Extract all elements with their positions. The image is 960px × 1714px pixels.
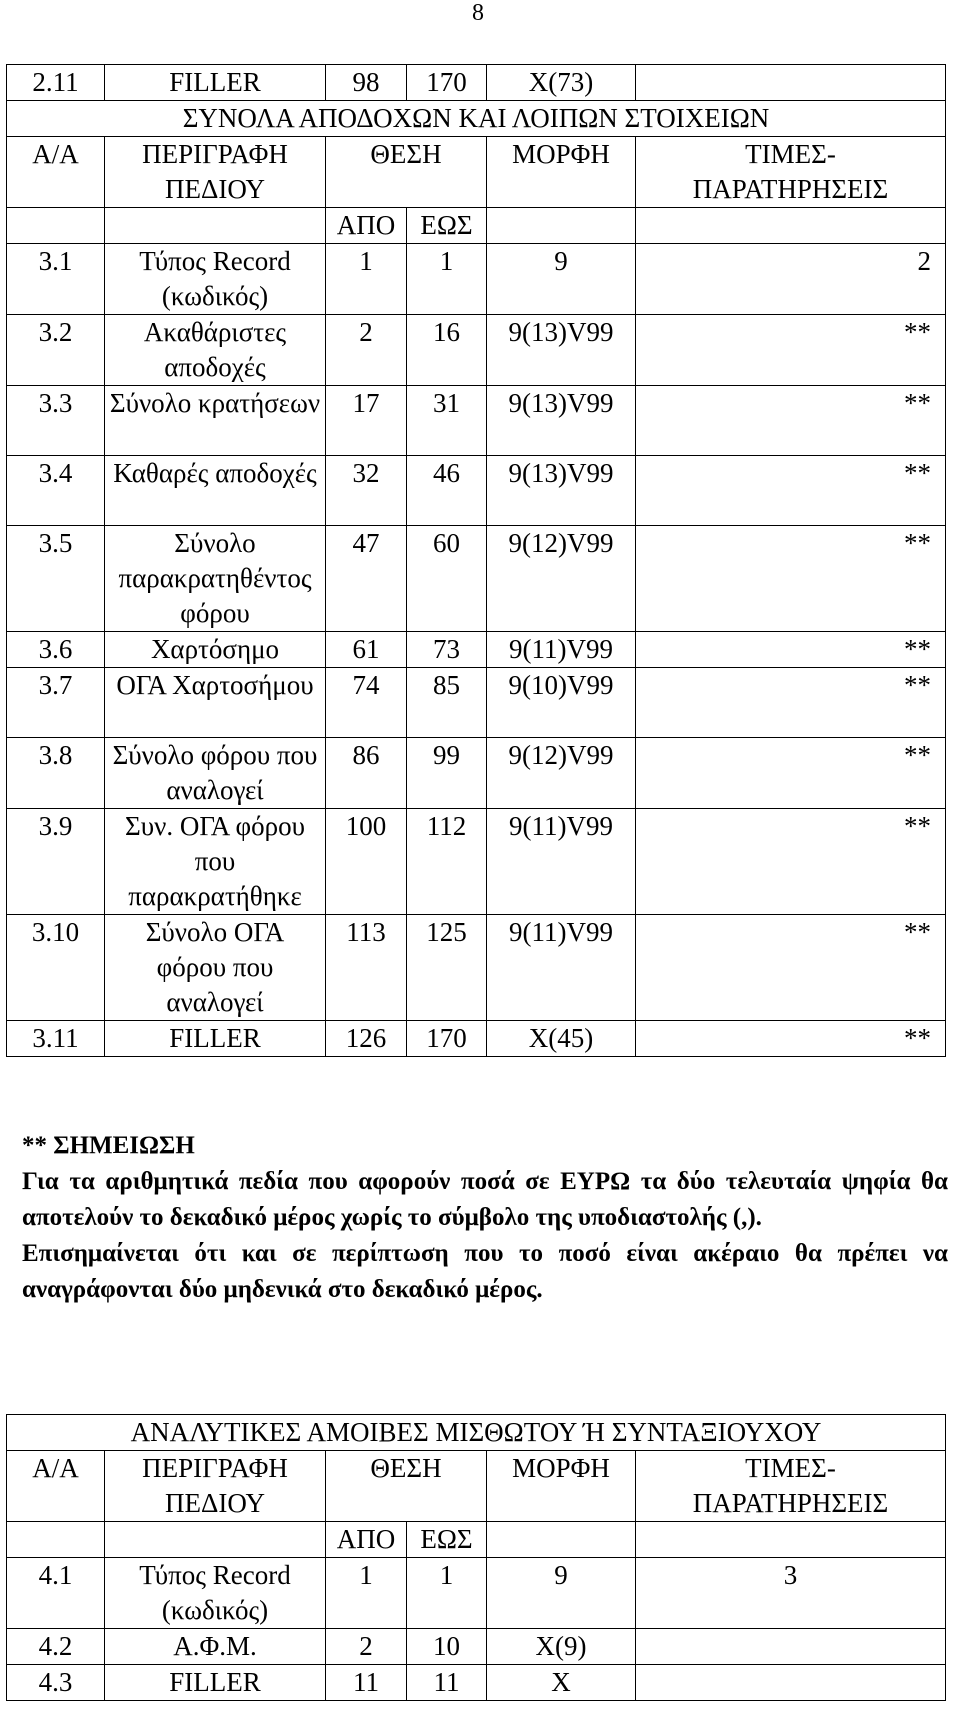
header-values: ΤΙΜΕΣ-ΠΑΡΑΤΗΡΗΣΕΙΣ bbox=[636, 1451, 946, 1522]
header-position: ΘΕΣΗ bbox=[326, 137, 487, 208]
row-from: 61 bbox=[326, 632, 407, 668]
row-aa: 4.3 bbox=[7, 1665, 105, 1701]
row-value: ** bbox=[636, 668, 946, 738]
table-row bbox=[7, 386, 946, 456]
row-format: 9(11)V99 bbox=[487, 632, 636, 668]
header-aa: Α/Α bbox=[7, 137, 105, 208]
header-row bbox=[7, 1451, 946, 1522]
row-description: Τύπος Record (κωδικός) bbox=[105, 244, 326, 315]
row-description: FILLER bbox=[105, 65, 326, 101]
row-to: 11 bbox=[407, 1665, 487, 1701]
row-from: 1 bbox=[326, 1558, 407, 1629]
note-block bbox=[22, 1128, 948, 1308]
row-from: 17 bbox=[326, 386, 407, 456]
row-description: ΟΓΑ Χαρτοσήμου bbox=[105, 668, 326, 738]
row-to: 1 bbox=[407, 1558, 487, 1629]
totals-table bbox=[6, 64, 946, 1057]
table-row bbox=[7, 632, 946, 668]
note-paragraph: Για τα αριθμητικά πεδία που αφορούν ποσά σε ΕΥΡΩ τα δύο τελευταία ψηφία θα αποτελούν το δεκαδικό μέρος χωρίς το σύμβολο της υποδιαστολής (,). bbox=[22, 1168, 948, 1231]
row-from: 1 bbox=[326, 244, 407, 315]
row-from: 74 bbox=[326, 668, 407, 738]
row-value: ** bbox=[636, 315, 946, 386]
table-row bbox=[7, 315, 946, 386]
row-aa: 3.7 bbox=[7, 668, 105, 738]
row-description: FILLER bbox=[105, 1021, 326, 1057]
row-to: 10 bbox=[407, 1629, 487, 1665]
row-format: 9(13)V99 bbox=[487, 315, 636, 386]
row-aa: 3.2 bbox=[7, 315, 105, 386]
row-format: X(45) bbox=[487, 1021, 636, 1057]
row-aa: 3.10 bbox=[7, 915, 105, 1021]
row-value bbox=[636, 1629, 946, 1665]
row-aa: 3.9 bbox=[7, 809, 105, 915]
row-to: 170 bbox=[407, 1021, 487, 1057]
header-values: ΤΙΜΕΣ-ΠΑΡΑΤΗΡΗΣΕΙΣ bbox=[636, 137, 946, 208]
row-format: 9(11)V99 bbox=[487, 915, 636, 1021]
detailed-payments-table bbox=[6, 1414, 946, 1701]
header-description: ΠΕΡΙΓΡΑΦΗ ΠΕΔΙΟΥ bbox=[105, 137, 326, 208]
table-row bbox=[7, 1665, 946, 1701]
row-description: FILLER bbox=[105, 1665, 326, 1701]
row-from: 11 bbox=[326, 1665, 407, 1701]
row-format: 9 bbox=[487, 244, 636, 315]
row-from: 2 bbox=[326, 1629, 407, 1665]
row-format: 9(12)V99 bbox=[487, 526, 636, 632]
row-to: 46 bbox=[407, 456, 487, 526]
row-value: ** bbox=[636, 632, 946, 668]
row-description: Σύνολο κρατήσεων bbox=[105, 386, 326, 456]
row-value: 2 bbox=[636, 244, 946, 315]
row-from: 100 bbox=[326, 809, 407, 915]
row-format: 9(10)V99 bbox=[487, 668, 636, 738]
table-row bbox=[7, 1629, 946, 1665]
table-row bbox=[7, 244, 946, 315]
row-value: ** bbox=[636, 456, 946, 526]
header-from: ΑΠΟ bbox=[326, 208, 407, 244]
row-aa: 4.1 bbox=[7, 1558, 105, 1629]
row-value: ** bbox=[636, 526, 946, 632]
header-to: ΕΩΣ bbox=[407, 208, 487, 244]
row-format: 9 bbox=[487, 1558, 636, 1629]
table-row bbox=[7, 456, 946, 526]
row-aa: 3.8 bbox=[7, 738, 105, 809]
row-to: 73 bbox=[407, 632, 487, 668]
row-format: 9(13)V99 bbox=[487, 386, 636, 456]
row-to: 16 bbox=[407, 315, 487, 386]
page-number: 8 bbox=[472, 0, 484, 26]
row-value: 3 bbox=[636, 1558, 946, 1629]
row-from: 113 bbox=[326, 915, 407, 1021]
table-row bbox=[7, 668, 946, 738]
row-value: ** bbox=[636, 738, 946, 809]
table-row bbox=[7, 1021, 946, 1057]
filler-row bbox=[7, 65, 946, 101]
row-format: 9(13)V99 bbox=[487, 456, 636, 526]
row-from: 86 bbox=[326, 738, 407, 809]
row-description: Σύνολο παρακρατηθέντος φόρου bbox=[105, 526, 326, 632]
row-aa: 3.4 bbox=[7, 456, 105, 526]
header-to: ΕΩΣ bbox=[407, 1522, 487, 1558]
subheader-row bbox=[7, 208, 946, 244]
header-aa: Α/Α bbox=[7, 1451, 105, 1522]
row-to: 31 bbox=[407, 386, 487, 456]
row-aa: 3.1 bbox=[7, 244, 105, 315]
row-aa: 2.11 bbox=[7, 65, 105, 101]
row-from: 126 bbox=[326, 1021, 407, 1057]
row-aa: 3.6 bbox=[7, 632, 105, 668]
row-value: ** bbox=[636, 1021, 946, 1057]
row-format: X(73) bbox=[487, 65, 636, 101]
row-description: Καθαρές αποδοχές bbox=[105, 456, 326, 526]
row-description: Α.Φ.Μ. bbox=[105, 1629, 326, 1665]
row-to: 112 bbox=[407, 809, 487, 915]
row-description: Τύπος Record (κωδικός) bbox=[105, 1558, 326, 1629]
table-row bbox=[7, 1558, 946, 1629]
header-position: ΘΕΣΗ bbox=[326, 1451, 487, 1522]
row-format: 9(12)V99 bbox=[487, 738, 636, 809]
header-from: ΑΠΟ bbox=[326, 1522, 407, 1558]
row-description: Σύνολο ΟΓΑ φόρου που αναλογεί bbox=[105, 915, 326, 1021]
row-description: Συν. ΟΓΑ φόρου που παρακρατήθηκε bbox=[105, 809, 326, 915]
row-aa: 3.11 bbox=[7, 1021, 105, 1057]
table-row bbox=[7, 915, 946, 1021]
header-format: ΜΟΡΦΗ bbox=[487, 137, 636, 208]
row-aa: 3.5 bbox=[7, 526, 105, 632]
row-to: 60 bbox=[407, 526, 487, 632]
row-to: 1 bbox=[407, 244, 487, 315]
row-from: 47 bbox=[326, 526, 407, 632]
row-description: Σύνολο φόρου που αναλογεί bbox=[105, 738, 326, 809]
note-title: ** ΣΗΜΕΙΩΣΗ bbox=[22, 1132, 195, 1159]
row-value bbox=[636, 65, 946, 101]
row-to: 170 bbox=[407, 65, 487, 101]
row-from: 98 bbox=[326, 65, 407, 101]
table-title: ΑΝΑΛΥΤΙΚΕΣ ΑΜΟΙΒΕΣ ΜΙΣΘΩΤΟΥ Ή ΣΥΝΤΑΞΙΟΥΧΟΥ bbox=[7, 1415, 946, 1451]
row-description: Ακαθάριστες αποδοχές bbox=[105, 315, 326, 386]
row-format: X bbox=[487, 1665, 636, 1701]
row-value: ** bbox=[636, 915, 946, 1021]
row-from: 2 bbox=[326, 315, 407, 386]
row-value: ** bbox=[636, 809, 946, 915]
header-format: ΜΟΡΦΗ bbox=[487, 1451, 636, 1522]
header-description: ΠΕΡΙΓΡΑΦΗ ΠΕΔΙΟΥ bbox=[105, 1451, 326, 1522]
row-aa: 4.2 bbox=[7, 1629, 105, 1665]
row-value: ** bbox=[636, 386, 946, 456]
row-description: Χαρτόσημο bbox=[105, 632, 326, 668]
row-aa: 3.3 bbox=[7, 386, 105, 456]
table-row bbox=[7, 809, 946, 915]
row-format: X(9) bbox=[487, 1629, 636, 1665]
table-title: ΣΥΝΟΛΑ ΑΠΟΔΟΧΩΝ ΚΑΙ ΛΟΙΠΩΝ ΣΤΟΙΧΕΙΩΝ bbox=[7, 101, 946, 137]
row-value bbox=[636, 1665, 946, 1701]
row-format: 9(11)V99 bbox=[487, 809, 636, 915]
header-row bbox=[7, 137, 946, 208]
row-from: 32 bbox=[326, 456, 407, 526]
table-row bbox=[7, 738, 946, 809]
row-to: 99 bbox=[407, 738, 487, 809]
subheader-row bbox=[7, 1522, 946, 1558]
note-paragraph: Επισημαίνεται ότι και σε περίπτωση που το ποσό είναι ακέραιο θα πρέπει να αναγράφονται δύο μηδενικά στο δεκαδικό μέρος. bbox=[22, 1240, 948, 1303]
table-row bbox=[7, 526, 946, 632]
row-to: 125 bbox=[407, 915, 487, 1021]
row-to: 85 bbox=[407, 668, 487, 738]
